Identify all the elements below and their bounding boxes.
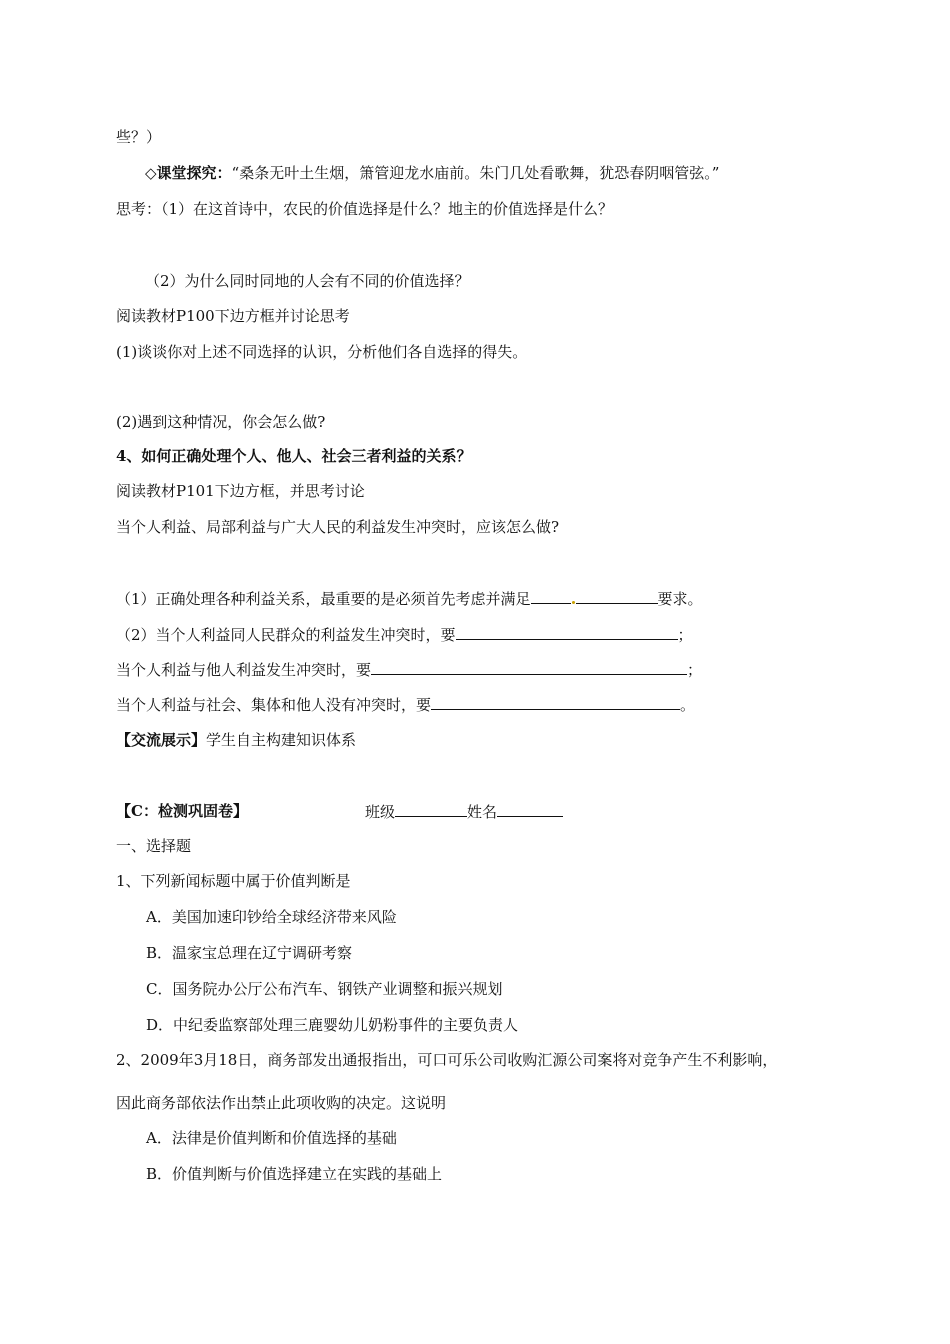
conflict-question: 当个人利益、局部利益与广大人民的利益发生冲突时，应该怎么做? [116,518,560,536]
question-1-option-c: C．国务院办公厅公布汽车、钢铁产业调整和振兴规划 [146,980,503,998]
class-input[interactable] [395,801,467,817]
reading-instruction-p101: 阅读教材P101下边方框，并思考讨论 [116,482,365,500]
question-1-option-d: D．中纪委监察部处理三鹿婴幼儿奶粉事件的主要负责人 [146,1016,519,1034]
question-1-option-a: A．美国加速印钞给全球经济带来风险 [146,908,397,926]
name-label: 姓名 [467,803,498,821]
blank-field[interactable] [431,694,680,710]
question-2-continuation: 因此商务部依法作出禁止此项收购的决定。这说明 [116,1094,447,1112]
section-choice: 一、选择题 [116,837,192,855]
poem-quote: “桑条无叶土生烟，箫管迎龙水庙前。朱门几处看歌舞，犹恐春阴咽管弦。” [231,164,720,182]
section-label-classroom-inquiry: ◇课堂探究： [145,164,232,182]
blank-field[interactable] [531,588,571,604]
section-heading-c: 【C：检测巩固卷】 [116,802,248,820]
fill-blank-2-text: （2）当个人利益同人民群众的利益发生冲突时，要 [116,626,456,644]
blank-field[interactable] [456,624,678,640]
question-2 [116,1050,777,1070]
think-question-1: 思考：（1）在这首诗中，农民的价值选择是什么？地主的价值选择是什么？ [116,200,614,218]
exchange-text: 学生自主构建知识体系 [206,731,357,749]
fill-blank-2-end: ； [677,626,693,644]
exchange-display-line [116,730,356,750]
text-line-continuation: 些？） [116,128,162,146]
discussion-question-2: (2)遇到这种情况，你会怎么做? [116,413,326,431]
name-input[interactable] [497,801,563,817]
fill-blank-1 [116,588,703,609]
question-2-option-a: A．法律是价值判断和价值选择的基础 [146,1129,397,1147]
discussion-question-1: (1)谈谈你对上述不同选择的认识，分析他们各自选择的得失。 [116,343,528,361]
blank-field[interactable] [371,659,687,675]
section-label-exchange: 【交流展示】 [116,731,207,749]
fill-blank-4 [116,694,695,715]
fill-blank-3-end: ； [687,661,703,679]
question-1: 1、下列新闻标题中属于价值判断是 [116,872,351,890]
question-2-part-2: 3月18日，商务部发出通报指出，可口可乐公司收购汇源公司案将对竞争产生不利影响， [193,1051,778,1069]
question-1-option-b: B．温家宝总理在辽宁调研考察 [146,944,353,962]
fill-blank-4-end: 。 [680,696,696,714]
reading-instruction-p100: 阅读教材P100下边方框并讨论思考 [116,307,350,325]
fill-blank-4-text: 当个人利益与社会、集体和他人没有冲突时，要 [116,696,432,714]
question-2-option-b: B．价值判断与价值选择建立在实践的基础上 [146,1165,443,1183]
fill-blank-3-text: 当个人利益与他人利益发生冲突时，要 [116,661,372,679]
fill-blank-1-end: 要求。 [657,590,703,608]
fill-blank-3 [116,659,702,680]
classroom-inquiry-line [145,163,719,183]
blank-field[interactable] [576,588,658,604]
fill-blank-2 [116,624,693,645]
mark-dot [572,601,575,604]
think-question-2: （2）为什么同时同地的人会有不同的价值选择？ [145,272,470,290]
class-label: 班级 [365,803,396,821]
question-2-part-1: 2、2009年 [116,1051,194,1069]
class-name-fields [365,801,563,822]
section-heading-4: 4、如何正确处理个人、他人、社会三者利益的关系？ [116,447,472,465]
fill-blank-1-text: （1）正确处理各种利益关系，最重要的是必须首先考虑并满足 [116,590,531,608]
